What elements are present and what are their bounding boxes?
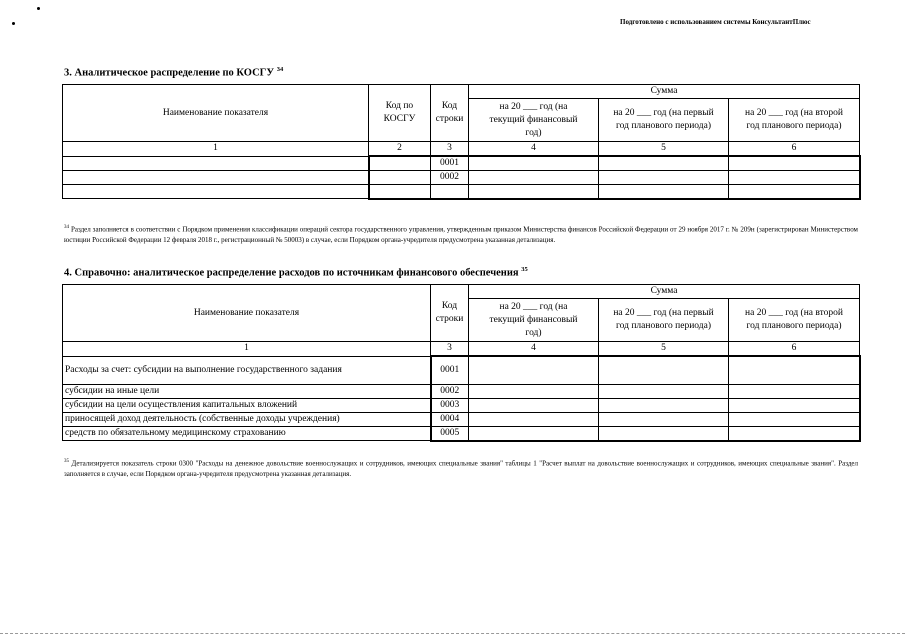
table-row <box>63 356 860 384</box>
row-code-cell[interactable] <box>431 185 469 199</box>
col-y3-header: на 20 ___ год (на второй год планового периода) <box>729 99 860 142</box>
value-cell[interactable] <box>469 156 599 171</box>
table-row <box>63 185 860 199</box>
col-number: 6 <box>729 142 860 157</box>
row-name: средств по обязательному медицинскому страхованию <box>63 426 431 441</box>
section3-footnote <box>64 222 858 246</box>
scan-dot <box>37 7 40 10</box>
col-number: 1 <box>63 342 431 357</box>
col-number: 4 <box>469 142 599 157</box>
table-row <box>63 156 860 171</box>
value-cell[interactable] <box>469 171 599 185</box>
scan-dot <box>12 22 15 25</box>
col-number: 4 <box>469 342 599 357</box>
value-cell[interactable] <box>599 426 729 441</box>
table-row <box>63 171 860 185</box>
row-name-cell[interactable] <box>63 171 369 185</box>
section4-title-text: 4. Справочно: аналитическое распределение расходов по источникам финансового обеспечения <box>64 267 519 279</box>
footnote-text: Детализируется показатель строки 0300 "Расходы на денежное довольствие военнослужащих и сотрудников, имеющих специальные звания" таблицы 1 "Расчет выплат на довольствие военнослужащих и сотрудников, имеющих специальные звания". Раздел заполняется в случае, если Порядком органа-учредителя предусмотрена указанная детализация. <box>64 459 858 479</box>
value-cell[interactable] <box>729 356 860 384</box>
value-cell[interactable] <box>469 426 599 441</box>
row-name: приносящей доход деятельность (собственные доходы учреждения) <box>63 412 431 426</box>
col-y2-header: на 20 ___ год (на первый год планового периода) <box>599 99 729 142</box>
row-code: 0002 <box>431 384 469 398</box>
section3-title-text: 3. Аналитическое распределение по КОСГУ <box>64 67 275 79</box>
row-name-cell[interactable] <box>63 185 369 199</box>
value-cell[interactable] <box>599 398 729 412</box>
page-edge-line <box>0 633 905 635</box>
value-cell[interactable] <box>729 171 860 185</box>
col-number: 3 <box>431 342 469 357</box>
value-cell[interactable] <box>599 384 729 398</box>
value-cell[interactable] <box>599 171 729 185</box>
value-cell[interactable] <box>469 398 599 412</box>
value-cell[interactable] <box>599 185 729 199</box>
section3-table <box>62 84 861 200</box>
prepared-note: Подготовлено с использованием системы КонсультантПлюс <box>620 18 811 26</box>
row-name: субсидии на иные цели <box>63 384 431 398</box>
value-cell[interactable] <box>729 426 860 441</box>
col-name-header: Наименование показателя <box>63 285 431 342</box>
row-code: 0002 <box>431 171 469 185</box>
table-row <box>63 412 860 426</box>
col-y1-header: на 20 ___ год (на текущий финансовый год) <box>469 299 599 342</box>
row-code: 0004 <box>431 412 469 426</box>
footnote-mark: 35 <box>64 459 69 464</box>
row-name: Расходы за счет: субсидии на выполнение государственного задания <box>63 356 431 384</box>
section4-footnote <box>64 456 858 480</box>
kosgu-cell[interactable] <box>369 171 431 185</box>
col-number: 1 <box>63 142 369 157</box>
footnote-mark: 34 <box>64 225 69 230</box>
col-sum-header: Сумма <box>469 285 860 299</box>
value-cell[interactable] <box>729 384 860 398</box>
col-number: 6 <box>729 342 860 357</box>
col-code-header: Код строки <box>431 85 469 142</box>
value-cell[interactable] <box>729 412 860 426</box>
row-code: 0003 <box>431 398 469 412</box>
row-code: 0001 <box>431 156 469 171</box>
row-name-cell[interactable] <box>63 156 369 171</box>
value-cell[interactable] <box>729 185 860 199</box>
col-number: 3 <box>431 142 469 157</box>
value-cell[interactable] <box>729 156 860 171</box>
table-row <box>63 426 860 441</box>
value-cell[interactable] <box>599 156 729 171</box>
table-row <box>63 398 860 412</box>
value-cell[interactable] <box>469 356 599 384</box>
section4-table <box>62 284 861 442</box>
col-code-header: Код строки <box>431 285 469 342</box>
kosgu-cell[interactable] <box>369 185 431 199</box>
col-number: 5 <box>599 142 729 157</box>
row-code: 0001 <box>431 356 469 384</box>
table-row <box>63 384 860 398</box>
value-cell[interactable] <box>469 185 599 199</box>
value-cell[interactable] <box>469 412 599 426</box>
col-y2-header: на 20 ___ год (на первый год планового периода) <box>599 299 729 342</box>
value-cell[interactable] <box>599 356 729 384</box>
col-y3-header: на 20 ___ год (на второй год планового периода) <box>729 299 860 342</box>
footnote-ref: 35 <box>521 266 528 273</box>
kosgu-cell[interactable] <box>369 156 431 171</box>
value-cell[interactable] <box>469 384 599 398</box>
value-cell[interactable] <box>729 398 860 412</box>
section4-title <box>64 266 528 279</box>
footnote-ref: 34 <box>276 66 284 73</box>
col-kosgu-header: Код по КОСГУ <box>369 85 431 142</box>
col-number: 2 <box>369 142 431 157</box>
section3-title <box>64 66 283 79</box>
col-number: 5 <box>599 342 729 357</box>
footnote-text: Раздел заполняется в соответствии с Порядком применения классификации операций сектора государственного управления, утвержденным приказом Министерства финансов Российской Федерации от 29 ноября 2017 г. № 209н (зарегистрирован Министерством юстиции Российской Федерации 12 февраля 2018 г., регистрационный № 50003) в случае, если Порядком органа-учредителя предусмотрена указанная детализация. <box>64 225 858 245</box>
value-cell[interactable] <box>599 412 729 426</box>
row-code: 0005 <box>431 426 469 441</box>
col-name-header: Наименование показателя <box>63 85 369 142</box>
col-y1-header: на 20 ___ год (на текущий финансовый год) <box>469 99 599 142</box>
row-name: субсидии на цели осуществления капитальных вложений <box>63 398 431 412</box>
col-sum-header: Сумма <box>469 85 860 99</box>
